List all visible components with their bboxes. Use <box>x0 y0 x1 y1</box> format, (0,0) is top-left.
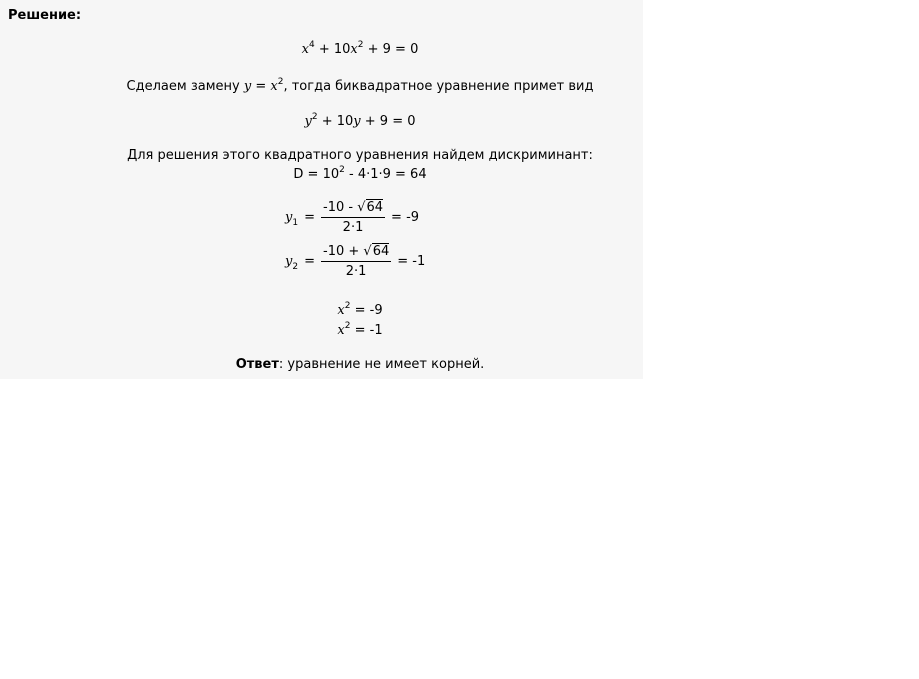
discriminant-formula: $D = 10^2 - 4\cdot 1\cdot 9 = 64$ <box>293 165 427 182</box>
sqrt-symbol: √64 <box>363 244 390 259</box>
solution-panel <box>0 0 643 379</box>
root-y2-fraction: $\frac{-10 + √64}{2\cdot 1}$ <box>323 244 390 279</box>
root-y1: $y_1$ = $\frac{-10 - √64}{2\cdot 1}$ = -9 <box>285 200 420 235</box>
root-y2: $y_2$ = $\frac{-10 + √64}{2\cdot 1}$ = -1 <box>285 244 426 279</box>
back-substitution-1: $x^2 = -9$ <box>337 301 383 318</box>
answer-label: Ответ <box>235 357 279 372</box>
discriminant-intro: Для решения этого квадратного уравнения найдем дискриминант: <box>127 148 593 163</box>
answer-line <box>0 357 720 372</box>
solution-heading: Решение: <box>8 8 82 23</box>
root-y1-fraction: $\frac{-10 - √64}{2\cdot 1}$ <box>323 200 384 235</box>
sqrt-symbol: √64 <box>357 200 384 215</box>
quadratic-equation: $y^2 + 10y + 9 = 0$ <box>304 112 416 129</box>
back-substitution-2: $x^2 = -1$ <box>337 321 383 338</box>
answer-text: : уравнение не имеет корней. <box>278 357 485 372</box>
substitution-text: Сделаем замену $y = x^2$, тогда биквадратное уравнение примет вид <box>126 77 594 94</box>
biquadratic-equation: $x^4 + 10x^2 + 9 = 0$ <box>301 40 419 57</box>
